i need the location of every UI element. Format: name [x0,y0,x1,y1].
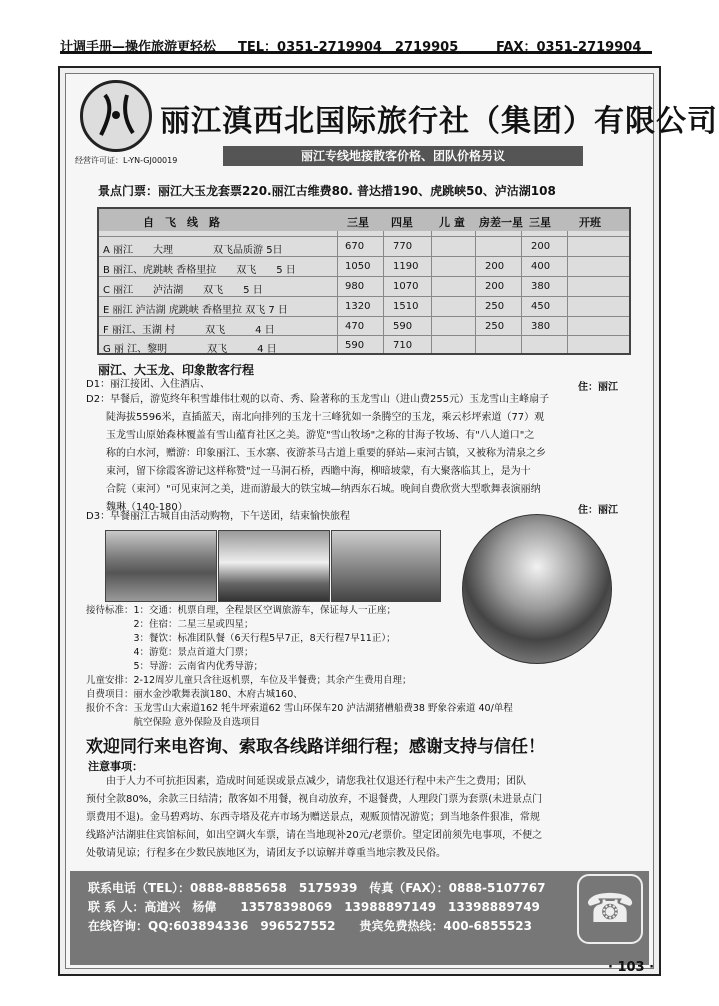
itinerary-day1: D1：丽江接团、入住酒店、 [86,379,211,390]
header-3star: 三星 [347,216,369,229]
notice-line: 票费用不退)。金马碧鸡坊、东西寺塔及花卉市场为赠送景点，观贩顶情况游览；到当地条件狠准，常规 [86,812,540,823]
logo-emblem-icon [83,83,149,149]
page-number: · 103 · [608,960,655,975]
notice-line: 预付全款80%，余款三日结清；散客如不用餐，视自动放弃，不退餐费，人理段门票为套票(未进景点门 [86,794,543,805]
top-header-bar [60,34,652,54]
company-name: 丽江滇西北国际旅行社（集团）有限公司 [160,104,718,139]
terms-line: 航空保险 意外保险及自选项目 [86,717,261,728]
license-number: 经营许可证：L-YN-GJ00019 [75,156,178,165]
header-3star-diff: 三星 [529,216,551,229]
company-tagline: 丽江专线地接散客价格、团队价格另议 [223,146,583,166]
terms-line: 4：游览：景点首道大门票； [86,647,254,658]
header-tel: TEL：0351-2719904 2719905 [238,40,459,55]
itinerary-title: 丽江、大玉龙、印象散客行程 [98,363,255,377]
table-row: G 丽 江、黎明 双飞 4 日 590 710 [99,335,629,354]
ticket-prices: 景点门票：丽江大玉龙套票220.丽江古维费80. 普达措190、虎跳峡50、泸沽湖108 [98,184,556,198]
notice-line: 由于人力不可抗拒因素，造成时间延误或景点减少，请您我社仅退还行程中未产生之费用；团队 [86,776,526,787]
table-row: F 丽江、玉湖 村 双飞 4 日 470 590 250 380 [99,316,629,335]
itinerary-day2-line: 称的白水河，赠游：印象丽江、玉水寨、夜游茶马古道上重要的驿站—束河古镇，又被称为清泉之乡 [106,448,546,459]
itinerary-day2-line: D2：早餐后，游览终年积雪雄伟壮观的以奇、秀、险著称的玉龙雪山（进山费255元）玉龙雪山主峰扇子 [86,394,550,405]
lake-mountain-photo [462,514,612,664]
day2-stay: 住：丽江 [578,505,618,516]
contact-person: 联 系 人：高道兴 杨偉 13578398069 13988897149 13398889749 [88,900,540,914]
table-row: E 丽江 泸沽湖 虎跳峡 香格里拉 双飞 7 日 1320 1510 250 450 [99,296,629,315]
terms-line: 报价不含：玉龙雪山大索道162 牦牛坪索道62 雪山环保车20 泸沽湖猪槽船费38 野象谷索道 40/单程 [86,703,513,714]
village-photo [331,530,441,602]
contact-online: 在线咨询：QQ:603894336 996527552 贵宾免费热线：400-6855523 [88,919,532,933]
itinerary-day2-line: 陡海拔5596米，直插蓝天，南北向排列的玉龙十三峰犹如一条腾空的玉龙，乘云杉坪索道（77）观 [106,412,545,423]
snow-mountain-photo [218,530,330,602]
header-slogan: 计调手册—操作旅游更轻松 [60,40,217,55]
terraced-fields-photo [105,530,217,602]
route-price-table [97,207,631,355]
terms-line: 3：餐饮：标准团队餐（6天行程5早7正，8天行程7早11正）； [86,633,396,644]
contact-panel [70,871,649,965]
table-row: B 丽江、虎跳峡 香格里拉 双飞 5 日 1050 1190 200 400 [99,256,629,275]
terms-line: 2：住宿：二星三星或四星； [86,619,254,630]
company-logo [80,80,152,152]
table-header [99,209,629,231]
notice-title: 注意事项： [88,760,143,773]
table-row: A 丽江 大理 双飞品质游 5日 670 770 200 [99,236,629,255]
terms-line: 自费项目：丽水金沙歌舞表演180、木府古城160、 [86,689,303,700]
terms-line: 接待标准：1：交通：机票自理，全程景区空调旅游车，保证每人一正座； [86,605,397,616]
header-schedule: 开班 [579,216,601,229]
header-fax: FAX：0351-2719904 [496,40,642,55]
header-child: 儿 童 [439,216,465,229]
itinerary-day2-line: 合院（束河）"可见束河之美，进而游最大的铁宝城—纳西东石城。晚间自费欣赏大型歌舞表演丽纳 [106,484,541,495]
notice-line: 线路泸沽湖驻住宾馆标间，如出空调火车票，请在当地现补20元/老票价。望定团前须先电事项，不便之 [86,830,543,841]
day1-stay: 住：丽江 [578,382,618,393]
itinerary-day2-line: 束河，留下徐霞客游记这样称赞"过一马洞石桥，西瞻中海，柳暗坡蒙，有大聚落临其上，是为十 [106,466,531,477]
telephone-icon: ☎ [577,874,643,944]
itinerary-day2-line: 魏琳（140-180） [106,502,188,513]
terms-line: 5：导游：云南省内优秀导游； [86,661,264,672]
terms-line: 儿童安排：2-12周岁儿童只含往返机票，车位及半餐费；其余产生费用自理； [86,675,412,686]
header-4star: 四星 [391,216,413,229]
header-room-diff: 房差一星 [479,216,523,229]
header-route: 自 飞 线 路 [143,216,220,229]
table-row: C 丽江 泸沽湖 双飞 5 日 980 1070 200 380 [99,276,629,295]
itinerary-day3: D3：早餐丽江古城自由活动购物，下午送团，结束愉快旅程 [86,511,351,522]
notice-line: 处敬请见谅；行程多在少数民族地区为，请团友予以谅解并尊重当地宗教及民俗。 [86,848,446,859]
welcome-banner: 欢迎同行来电咨询、索取各线路详细行程；感谢支持与信任！ [86,737,545,757]
contact-phone: 联系电话（TEL）：0888-8885658 5175939 传真（FAX）：0888-5107767 [88,881,546,895]
itinerary-day2-line: 玉龙雪山原始森林覆盖有雪山蕴育社区之美。游览"雪山牧场"之称的甘海子牧场、有"八人道口"之 [106,430,535,441]
